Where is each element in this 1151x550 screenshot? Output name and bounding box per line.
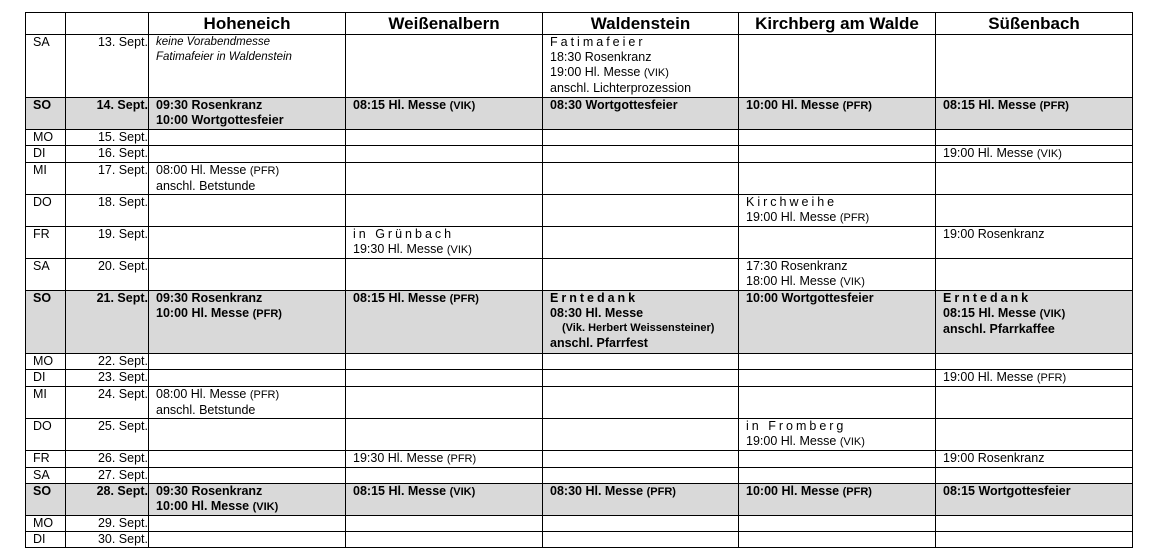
- weekday-cell: FR: [26, 451, 66, 468]
- event-line: [746, 195, 935, 210]
- event-cell-suessenbach: [936, 98, 1133, 130]
- event-text: 08:30 Wortgottesfeier: [550, 98, 678, 112]
- event-text: 19:00 Hl. Messe: [746, 210, 837, 224]
- celebrant-tag: (VIK): [252, 501, 279, 513]
- event-cell-waldenstein: [543, 387, 739, 419]
- event-cell-weissenalbern: [346, 35, 543, 98]
- header-row: [26, 13, 1133, 35]
- event-cell-hoheneich: [149, 163, 346, 195]
- event-cell-waldenstein: [543, 146, 739, 163]
- event-cell-kirchberg: [739, 35, 936, 98]
- weekday-cell: DI: [26, 532, 66, 548]
- date-cell: 20. Sept.: [66, 259, 149, 291]
- weekday-cell: DI: [26, 146, 66, 163]
- date-cell: 29. Sept.: [66, 516, 149, 532]
- event-cell-waldenstein: [543, 468, 739, 484]
- date-cell: 22. Sept.: [66, 354, 149, 370]
- header-parish-suessenbach: Süßenbach: [936, 13, 1133, 35]
- event-cell-weissenalbern: [346, 98, 543, 130]
- date-cell: 28. Sept.: [66, 484, 149, 516]
- weekday-cell: MO: [26, 130, 66, 146]
- celebrant-tag: (PFR): [249, 165, 280, 177]
- table-row: [26, 516, 1133, 532]
- event-text: 10:00 Wortgottesfeier: [156, 113, 284, 127]
- celebrant-tag: (VIK): [1039, 308, 1066, 320]
- weekday-cell: SA: [26, 468, 66, 484]
- event-cell-hoheneich: [149, 370, 346, 387]
- event-cell-weissenalbern: [346, 354, 543, 370]
- event-text: 19:00 Hl. Messe: [550, 65, 641, 79]
- table-row: [26, 291, 1133, 354]
- table-row: [26, 35, 1133, 98]
- event-text: in Grünbach: [353, 227, 455, 241]
- event-line: [943, 227, 1132, 242]
- event-cell-weissenalbern: [346, 259, 543, 291]
- event-line: [550, 50, 738, 65]
- table-row: [26, 98, 1133, 130]
- header-parish-weissenalbern: Weißenalbern: [346, 13, 543, 35]
- event-text: 09:30 Rosenkranz: [156, 98, 263, 112]
- event-line: [746, 419, 935, 434]
- table-row: [26, 468, 1133, 484]
- celebrant-tag: (VIK): [839, 436, 865, 448]
- table-row: [26, 484, 1133, 516]
- weekday-cell: DI: [26, 370, 66, 387]
- event-cell-weissenalbern: [346, 468, 543, 484]
- event-cell-waldenstein: [543, 291, 739, 354]
- event-cell-kirchberg: [739, 419, 936, 451]
- event-cell-hoheneich: [149, 259, 346, 291]
- event-cell-suessenbach: [936, 516, 1133, 532]
- event-cell-suessenbach: [936, 419, 1133, 451]
- event-text: 10:00 Wortgottesfeier: [746, 291, 874, 305]
- event-cell-weissenalbern: [346, 227, 543, 259]
- event-cell-waldenstein: [543, 98, 739, 130]
- event-cell-kirchberg: [739, 146, 936, 163]
- weekday-cell: SO: [26, 291, 66, 354]
- event-cell-kirchberg: [739, 468, 936, 484]
- header-corner-day: [26, 13, 66, 35]
- celebrant-tag: (PFR): [842, 486, 872, 498]
- event-cell-kirchberg: [739, 370, 936, 387]
- event-cell-waldenstein: [543, 484, 739, 516]
- date-cell: 23. Sept.: [66, 370, 149, 387]
- event-cell-hoheneich: [149, 130, 346, 146]
- table-row: [26, 146, 1133, 163]
- event-cell-waldenstein: [543, 451, 739, 468]
- celebrant-tag: (PFR): [842, 100, 872, 112]
- event-line: [156, 163, 345, 179]
- event-line: [746, 210, 935, 226]
- event-cell-hoheneich: [149, 532, 346, 548]
- event-line: [353, 242, 542, 258]
- event-text: Erntedank: [943, 291, 1032, 305]
- weekday-cell: SA: [26, 259, 66, 291]
- event-line: [550, 484, 738, 500]
- celebrant-tag: (PFR): [449, 293, 479, 305]
- event-line: [156, 499, 345, 515]
- date-cell: 18. Sept.: [66, 195, 149, 227]
- event-line: [550, 306, 738, 321]
- event-text: 10:00 Hl. Messe: [156, 499, 250, 513]
- weekday-cell: MO: [26, 516, 66, 532]
- event-cell-hoheneich: [149, 451, 346, 468]
- celebrant-tag: (PFR): [646, 486, 676, 498]
- celebrant-tag: (VIK): [643, 67, 669, 79]
- event-cell-suessenbach: [936, 195, 1133, 227]
- event-cell-kirchberg: [739, 387, 936, 419]
- event-cell-hoheneich: [149, 354, 346, 370]
- table-row: [26, 227, 1133, 259]
- date-cell: 26. Sept.: [66, 451, 149, 468]
- event-text: 08:30 Hl. Messe: [550, 306, 644, 320]
- date-cell: 30. Sept.: [66, 532, 149, 548]
- event-cell-kirchberg: [739, 195, 936, 227]
- celebrant-tag: (VIK): [1036, 148, 1062, 160]
- event-cell-weissenalbern: [346, 130, 543, 146]
- event-line: [943, 370, 1132, 386]
- event-cell-waldenstein: [543, 419, 739, 451]
- event-line: [353, 451, 542, 467]
- table-row: [26, 163, 1133, 195]
- event-text: 08:15 Wortgottesfeier: [943, 484, 1071, 498]
- date-cell: 19. Sept.: [66, 227, 149, 259]
- date-cell: 21. Sept.: [66, 291, 149, 354]
- celebrant-tag: (PFR): [1036, 372, 1067, 384]
- event-cell-hoheneich: [149, 146, 346, 163]
- event-line: [353, 484, 542, 500]
- table-row: [26, 532, 1133, 548]
- event-line: [943, 98, 1132, 114]
- date-cell: 16. Sept.: [66, 146, 149, 163]
- event-line: [156, 484, 345, 499]
- event-text: 08:15 Hl. Messe: [943, 306, 1037, 320]
- event-text: 09:30 Rosenkranz: [156, 291, 263, 305]
- celebrant-tag: (VIK): [446, 244, 472, 256]
- event-line: [353, 98, 542, 114]
- event-cell-kirchberg: [739, 291, 936, 354]
- event-cell-weissenalbern: [346, 387, 543, 419]
- event-line: [550, 291, 738, 306]
- event-line: [353, 227, 542, 242]
- event-cell-weissenalbern: [346, 516, 543, 532]
- event-cell-weissenalbern: [346, 195, 543, 227]
- event-text: 08:15 Hl. Messe: [943, 98, 1037, 112]
- event-cell-waldenstein: [543, 354, 739, 370]
- event-cell-hoheneich: [149, 291, 346, 354]
- event-cell-waldenstein: [543, 195, 739, 227]
- table-row: [26, 259, 1133, 291]
- event-line: [943, 291, 1132, 306]
- event-cell-suessenbach: [936, 451, 1133, 468]
- event-cell-suessenbach: [936, 387, 1133, 419]
- event-text: 10:00 Hl. Messe: [746, 484, 840, 498]
- header-parish-hoheneich: Hoheneich: [149, 13, 346, 35]
- event-cell-hoheneich: [149, 419, 346, 451]
- event-line: [550, 81, 738, 96]
- header-parish-kirchberg: Kirchberg am Walde: [739, 13, 936, 35]
- event-text: 08:30 Hl. Messe: [550, 484, 644, 498]
- event-cell-hoheneich: [149, 468, 346, 484]
- event-cell-hoheneich: [149, 387, 346, 419]
- weekday-cell: SO: [26, 98, 66, 130]
- event-cell-waldenstein: [543, 532, 739, 548]
- event-text: 19:30 Hl. Messe: [353, 451, 444, 465]
- weekday-cell: MO: [26, 354, 66, 370]
- event-cell-weissenalbern: [346, 484, 543, 516]
- event-text: anschl. Pfarrkaffee: [943, 322, 1055, 336]
- event-cell-kirchberg: [739, 516, 936, 532]
- celebrant-tag: (VIK): [449, 486, 476, 498]
- event-cell-kirchberg: [739, 532, 936, 548]
- event-cell-waldenstein: [543, 163, 739, 195]
- mass-schedule-table: [25, 12, 1133, 548]
- date-cell: 25. Sept.: [66, 419, 149, 451]
- event-text: 08:15 Hl. Messe: [353, 291, 447, 305]
- event-cell-suessenbach: [936, 146, 1133, 163]
- event-line: [943, 306, 1132, 322]
- event-line: [746, 259, 935, 274]
- event-cell-kirchberg: [739, 227, 936, 259]
- event-cell-suessenbach: [936, 484, 1133, 516]
- event-text: 19:00 Hl. Messe: [746, 434, 837, 448]
- weekday-cell: SO: [26, 484, 66, 516]
- table-row: [26, 419, 1133, 451]
- event-cell-suessenbach: [936, 354, 1133, 370]
- celebrant-tag: (VIK): [449, 100, 476, 112]
- event-cell-waldenstein: [543, 35, 739, 98]
- event-cell-hoheneich: [149, 98, 346, 130]
- event-line: [550, 321, 738, 336]
- event-text: 17:30 Rosenkranz: [746, 259, 848, 273]
- event-cell-hoheneich: [149, 35, 346, 98]
- event-line: [156, 35, 345, 50]
- event-cell-weissenalbern: [346, 146, 543, 163]
- event-line: [943, 322, 1132, 337]
- event-line: [550, 98, 738, 113]
- event-cell-suessenbach: [936, 468, 1133, 484]
- event-text: anschl. Betstunde: [156, 179, 256, 193]
- event-cell-suessenbach: [936, 163, 1133, 195]
- event-cell-suessenbach: [936, 259, 1133, 291]
- event-cell-kirchberg: [739, 354, 936, 370]
- event-text: 18:00 Hl. Messe: [746, 274, 837, 288]
- event-text: 08:15 Hl. Messe: [353, 98, 447, 112]
- event-text: Fatimafeier in Waldenstein: [156, 51, 292, 63]
- table-row: [26, 195, 1133, 227]
- event-cell-weissenalbern: [346, 532, 543, 548]
- event-text: 19:00 Rosenkranz: [943, 227, 1045, 241]
- event-text: 19:00 Hl. Messe: [943, 146, 1034, 160]
- weekday-cell: MI: [26, 163, 66, 195]
- event-line: [550, 35, 738, 50]
- date-cell: 17. Sept.: [66, 163, 149, 195]
- event-text: 18:30 Rosenkranz: [550, 50, 652, 64]
- event-text: anschl. Pfarrfest: [550, 336, 648, 350]
- weekday-cell: SA: [26, 35, 66, 98]
- event-cell-waldenstein: [543, 259, 739, 291]
- schedule-body: [26, 35, 1133, 548]
- table-row: [26, 370, 1133, 387]
- weekday-cell: MI: [26, 387, 66, 419]
- event-cell-suessenbach: [936, 370, 1133, 387]
- date-cell: 27. Sept.: [66, 468, 149, 484]
- event-cell-waldenstein: [543, 130, 739, 146]
- event-text: anschl. Lichterprozession: [550, 81, 692, 95]
- event-text: anschl. Betstunde: [156, 403, 256, 417]
- event-cell-suessenbach: [936, 532, 1133, 548]
- event-line: [943, 451, 1132, 466]
- event-line: [156, 387, 345, 403]
- event-cell-suessenbach: [936, 227, 1133, 259]
- event-text: (Vik. Herbert Weissensteiner): [562, 322, 715, 334]
- event-line: [156, 306, 345, 322]
- event-cell-kirchberg: [739, 163, 936, 195]
- event-cell-weissenalbern: [346, 451, 543, 468]
- event-text: 19:00 Rosenkranz: [943, 451, 1045, 465]
- event-cell-weissenalbern: [346, 163, 543, 195]
- event-line: [156, 403, 345, 418]
- event-cell-kirchberg: [739, 130, 936, 146]
- celebrant-tag: (PFR): [446, 453, 477, 465]
- date-cell: 15. Sept.: [66, 130, 149, 146]
- event-line: [353, 291, 542, 307]
- table-row: [26, 354, 1133, 370]
- event-cell-kirchberg: [739, 484, 936, 516]
- event-line: [156, 179, 345, 194]
- event-line: [550, 336, 738, 351]
- event-cell-kirchberg: [739, 98, 936, 130]
- event-text: keine Vorabendmesse: [156, 36, 271, 48]
- event-cell-suessenbach: [936, 130, 1133, 146]
- weekday-cell: FR: [26, 227, 66, 259]
- event-cell-waldenstein: [543, 227, 739, 259]
- event-line: [943, 146, 1132, 162]
- celebrant-tag: (PFR): [1039, 100, 1069, 112]
- header-parish-waldenstein: Waldenstein: [543, 13, 739, 35]
- header-corner-date: [66, 13, 149, 35]
- event-line: [746, 434, 935, 450]
- event-text: 19:00 Hl. Messe: [943, 370, 1034, 384]
- event-text: 09:30 Rosenkranz: [156, 484, 263, 498]
- event-cell-hoheneich: [149, 227, 346, 259]
- event-text: 10:00 Hl. Messe: [746, 98, 840, 112]
- event-cell-weissenalbern: [346, 370, 543, 387]
- event-line: [550, 65, 738, 81]
- event-line: [746, 274, 935, 290]
- table-row: [26, 451, 1133, 468]
- celebrant-tag: (VIK): [839, 276, 865, 288]
- date-cell: 24. Sept.: [66, 387, 149, 419]
- date-cell: 14. Sept.: [66, 98, 149, 130]
- event-cell-kirchberg: [739, 259, 936, 291]
- event-line: [156, 50, 345, 65]
- event-line: [156, 113, 345, 128]
- event-text: in Fromberg: [746, 419, 847, 433]
- event-text: 08:00 Hl. Messe: [156, 387, 247, 401]
- event-line: [746, 484, 935, 500]
- event-cell-weissenalbern: [346, 291, 543, 354]
- event-line: [746, 291, 935, 306]
- event-line: [746, 98, 935, 114]
- event-cell-suessenbach: [936, 35, 1133, 98]
- event-text: 10:00 Hl. Messe: [156, 306, 250, 320]
- event-cell-hoheneich: [149, 195, 346, 227]
- event-text: Kirchweihe: [746, 195, 838, 209]
- weekday-cell: DO: [26, 195, 66, 227]
- event-cell-hoheneich: [149, 516, 346, 532]
- event-text: 19:30 Hl. Messe: [353, 242, 444, 256]
- event-text: Fatimafeier: [550, 35, 646, 49]
- weekday-cell: DO: [26, 419, 66, 451]
- event-cell-waldenstein: [543, 370, 739, 387]
- celebrant-tag: (PFR): [249, 389, 280, 401]
- event-cell-suessenbach: [936, 291, 1133, 354]
- event-text: 08:15 Hl. Messe: [353, 484, 447, 498]
- table-row: [26, 387, 1133, 419]
- event-text: 08:00 Hl. Messe: [156, 163, 247, 177]
- event-text: Erntedank: [550, 291, 639, 305]
- celebrant-tag: (PFR): [839, 212, 870, 224]
- event-cell-weissenalbern: [346, 419, 543, 451]
- event-cell-kirchberg: [739, 451, 936, 468]
- table-row: [26, 130, 1133, 146]
- celebrant-tag: (PFR): [252, 308, 282, 320]
- event-cell-waldenstein: [543, 516, 739, 532]
- event-line: [943, 484, 1132, 499]
- event-cell-hoheneich: [149, 484, 346, 516]
- event-line: [156, 98, 345, 113]
- event-line: [156, 291, 345, 306]
- date-cell: 13. Sept.: [66, 35, 149, 98]
